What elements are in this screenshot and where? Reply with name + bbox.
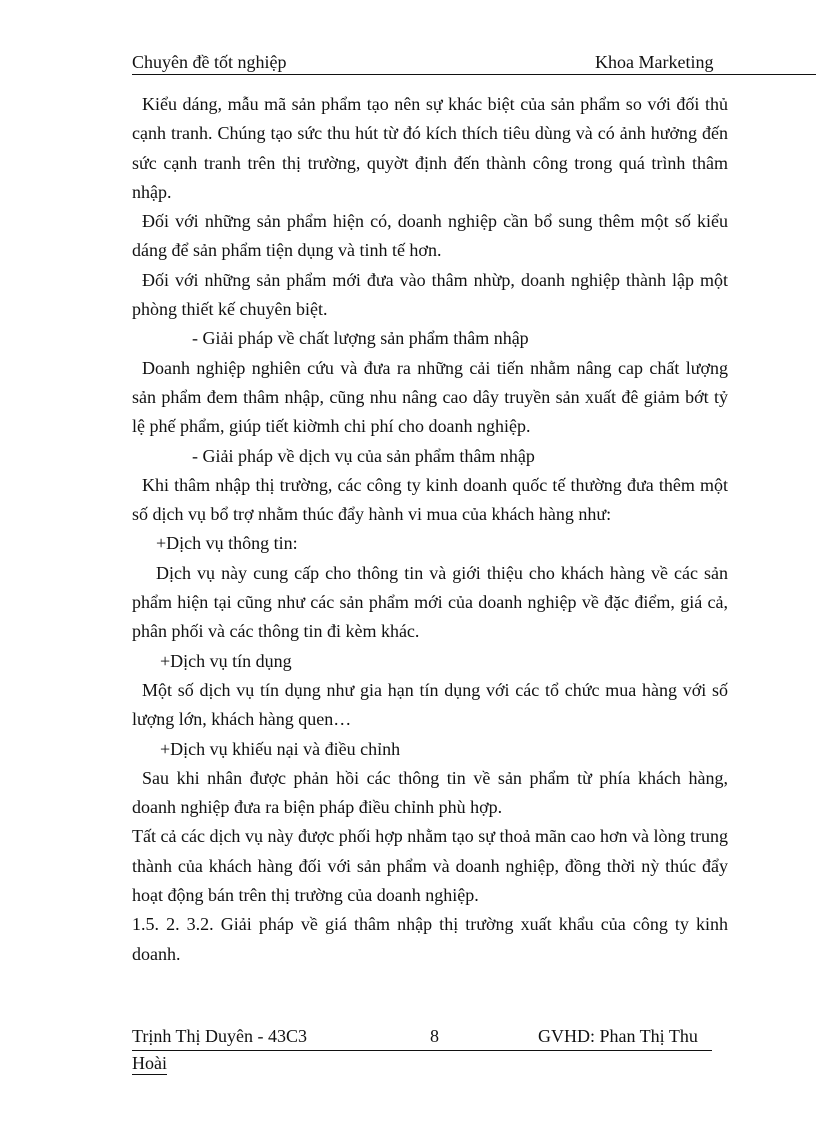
list-heading: +Dịch vụ thông tin: xyxy=(156,533,298,554)
section-heading: - Giải pháp về dịch vụ của sản phẩm thâm nhập xyxy=(192,445,535,466)
page-footer xyxy=(132,1026,712,1075)
document-body xyxy=(132,90,728,969)
paragraph: Kiểu dáng, mẫu mã sản phẩm tạo nên sự khác biệt của sản phẩm so với đối thủ cạnh tranh. Chúng tạo sức thu hút từ đó kích thích tiêu dùng và có ảnh hưởng đến sức cạnh tranh trên thị trường, quyờt định đến thành công trong quá trình thâm nhập. xyxy=(132,94,728,202)
list-heading: +Dịch vụ tín dụng xyxy=(160,650,292,671)
paragraph: Dịch vụ này cung cấp cho thông tin và giới thiệu cho khách hàng về các sản phẩm hiện tại cũng như các sản phẩm mới của doanh nghiệp về đặc điểm, giá cả, phân phối và các thông tin đi kèm khác. xyxy=(132,562,728,642)
list-heading: +Dịch vụ khiếu nại và điều chỉnh xyxy=(160,738,401,759)
paragraph: Đối với những sản phẩm hiện có, doanh nghiệp cần bổ sung thêm một số kiểu dáng để sản phẩm tiện dụng và tinh tế hơn. xyxy=(132,211,728,261)
paragraph: Tất cả các dịch vụ này được phối hợp nhằm tạo sự thoả mãn cao hơn và lòng trung thành của khách hàng đối với sản phẩm và doanh nghiệp, đồng thời nỳ thúc đẩy hoạt động bán trên thị trường của doanh nghiệp. xyxy=(132,826,728,906)
paragraph: Sau khi nhân được phản hồi các thông tin về sản phẩm từ phía khách hàng, doanh nghiệp đưa ra biện pháp điều chỉnh phù hợp. xyxy=(132,767,728,818)
section-number-heading: 1.5. 2. 3.2. Giải pháp về giá thâm nhập thị trường xuất khẩu của công ty kinh doanh. xyxy=(132,914,728,964)
header-left-title: Chuyên đề tốt nghiệp xyxy=(132,52,287,72)
page-header xyxy=(132,52,816,75)
section-heading: - Giải pháp về chất lượng sản phẩm thâm nhập xyxy=(192,328,529,349)
paragraph: Đối với những sản phẩm mới đưa vào thâm nhừp, doanh nghiệp thành lập một phòng thiết kế chuyên biệt. xyxy=(132,269,728,320)
header-right-title: Khoa Marketing xyxy=(595,52,714,72)
page-number: 8 xyxy=(430,1026,439,1046)
paragraph: Doanh nghiệp nghiên cứu và đưa ra những cải tiến nhằm nâng cap chất lượng sản phẩm đem thâm nhập, cũng nhu nâng cao dây truyền sản xuất đê giảm bớt tỷ lệ phế phẩm, giúp tiết kiờmh chi phí cho doanh nghiệp. xyxy=(132,357,728,437)
footer-advisor: GVHD: Phan Thị Thu xyxy=(538,1026,698,1046)
paragraph: Khi thâm nhập thị trường, các công ty kinh doanh quốc tế thường đưa thêm một số dịch vụ bổ trợ nhằm thúc đẩy hành vi mua của khách hàng như: xyxy=(132,474,728,525)
paragraph: Một số dịch vụ tín dụng như gia hạn tín dụng với các tổ chức mua hàng với số lượng lớn, khách hàng quen… xyxy=(132,679,728,730)
footer-advisor-continued: Hoài xyxy=(132,1053,167,1073)
footer-author: Trịnh Thị Duyên - 43C3 xyxy=(132,1026,308,1046)
